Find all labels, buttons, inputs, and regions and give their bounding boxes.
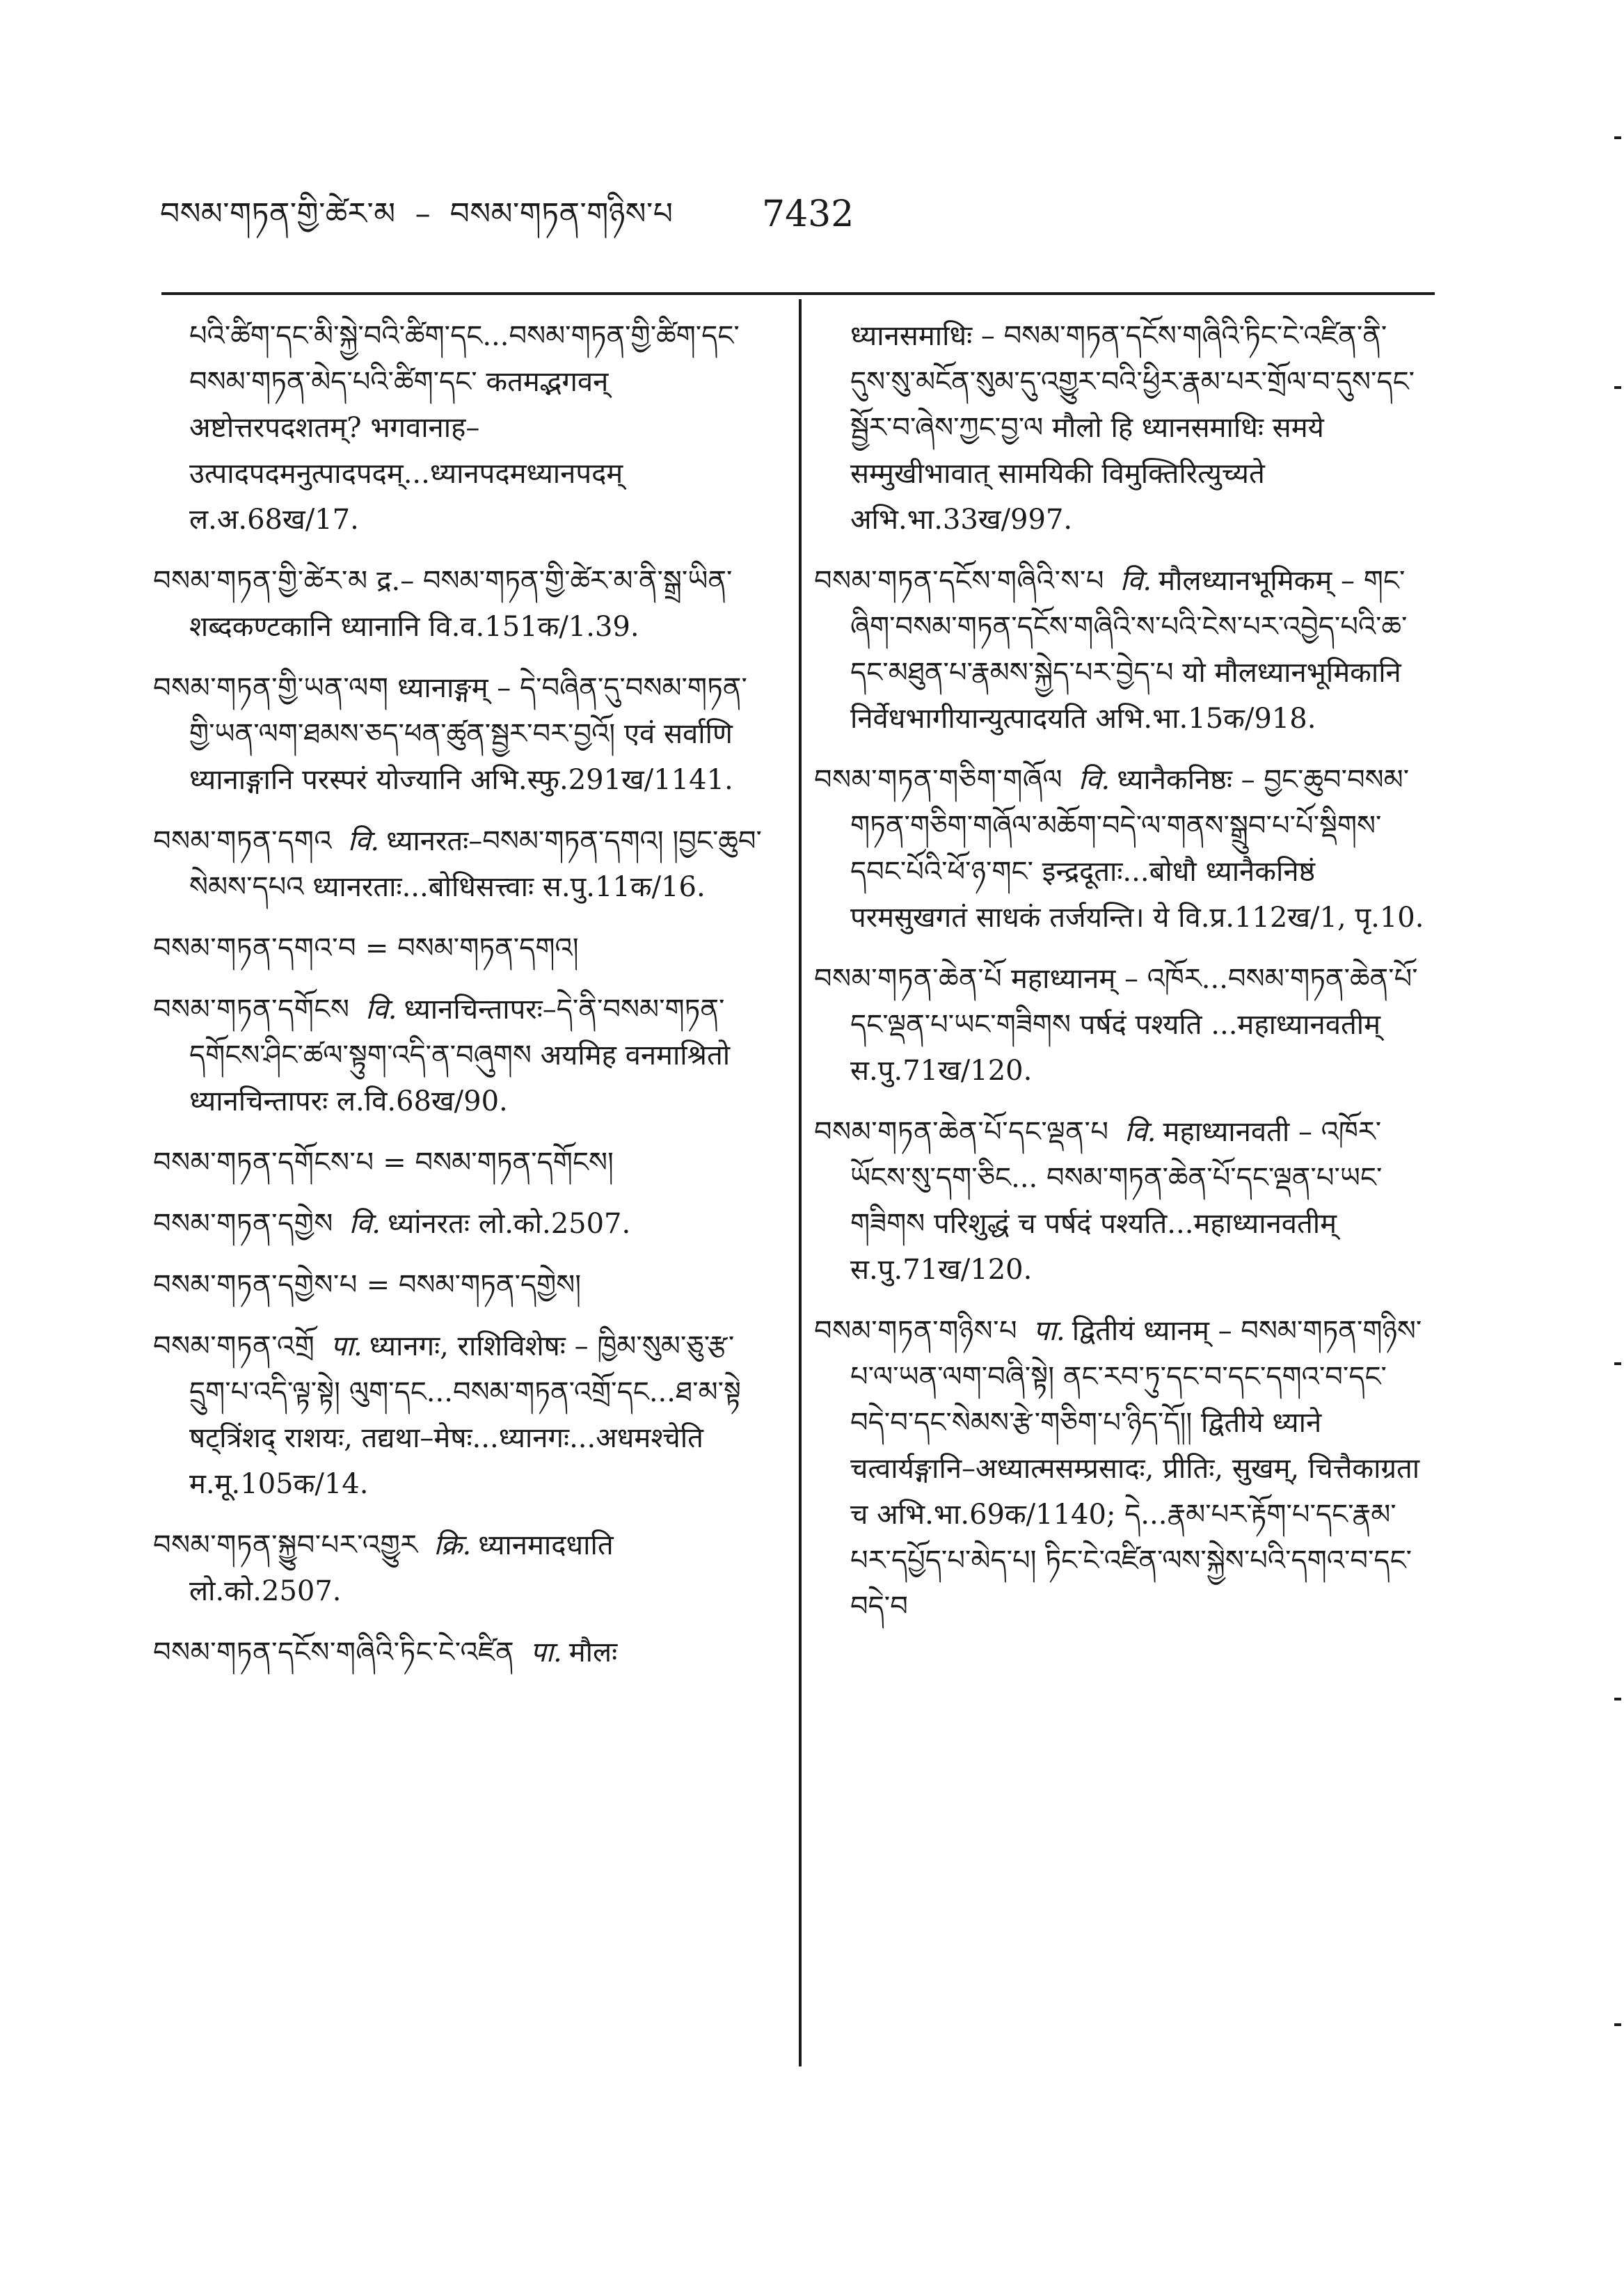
entry-text: ध्यानगः, राशिविशेषः – ཁྱིམ་སུམ་ཅུ་རྩ་དྲུག་པ་འདི་ལྟ་སྟེ། ལུག་དང...བསམ་གཏན་འགྲོ་དང...ཐ་མ་སྟེ षट्त्रिंशद् राशयः, तद्यथा–मेषः...ध्यानगः...अधमश्चेति म.मू.105क/14. [189,1330,742,1500]
entry-text: महाध्यानवती – འཁོར་ཡོངས་སུ་དག་ཅིང... བསམ་གཏན་ཆེན་པོ་དང་ལྡན་པ་ཡང་གཟིགས परिशुद्धं च पर्षदं पश्यति...महाध्यानवतीम् स.पु.71ख/120. [850,1116,1383,1286]
dictionary-entry [153,1201,765,1247]
dictionary-entry [153,987,765,1124]
entry-headword: བསམ་གཏན་དགྱེས་པ [153,1269,358,1301]
running-head [160,186,995,242]
entry-headword: བསམ་གཏན་དགོངས་པ [153,1147,374,1179]
entry-text: = བསམ་གཏན་དགྱེས། [366,1269,582,1301]
entry-text: महाध्यानम् – འཁོར...བསམ་གཏན་ཆེན་པོ་དང་ལྡན་པ་ཡང་གཟིགས पर्षदं पश्यति ...महाध्यानवतीम् स.पु.71ख/120. [850,963,1418,1087]
grammar-label: पा. [530,1636,562,1668]
entry-headword: བསམ་གཏན་དངོས་གཞིའི་ས་པ [814,565,1105,597]
entry-headword: བསམ་གཏན་གྱི་ཚེར་མ [153,565,368,597]
page-number: 7432 [762,193,854,235]
entry-text: པའི་ཚིག་དང་མི་སྐྱེ་བའི་ཚིག་དང...བསམ་གཏན་གྱི་ཚིག་དང་བསམ་གཏན་མེད་པའི་ཚིག་དང་ कतमद्भगवन् अष्टोत्तरपदशतम्? भगवानाह–उत्पादपदमनुत्पादपदम्...ध्यानपदमध्यानपदम् ल.अ.68ख/17. [189,320,740,536]
entry-text: ध्यानाङ्गम् – དེ་བཞིན་དུ་བསམ་གཏན་གྱི་ཡན་ལག་ཐམས་ཅད་ཕན་ཚུན་སྦྱར་བར་བྱའོ། एवं सर्वाणि ध्यानाङ्गानि परस्परं योज्यानि अभि.स्फु.291ख/1141. [189,672,747,796]
entry-headword: བསམ་གཏན་གཅིག་གཞོལ [814,764,1063,796]
running-head-first-word: བསམ་གཏན་གྱི་ཚེར་མ [160,196,396,232]
entry-text: ध्यानसमाधिः – བསམ་གཏན་དངོས་གཞིའི་ཏིང་ངེ་འཛིན་ནི་དུས་སུ་མངོན་སུམ་དུ་འགྱུར་བའི་ཕྱིར་རྣམ་པར་གྲོལ་བ་དུས་དང་སྦྱོར་བ་ཞེས་ཀྱང་བྱ་ལ मौलो हि ध्यानसमाधिः समये सम्मुखीभावात् सामयिकी विमुक्तिरित्युच्यते अभि.भा.33ख/997. [850,320,1415,536]
continued-entry [814,313,1426,543]
dictionary-entry [153,665,765,803]
dictionary-entry [153,1262,765,1308]
left-column [153,313,765,1691]
column-divider [799,299,802,2066]
entry-text: ध्यानमादधाति लो.को.2507. [189,1529,614,1607]
entry-headword: བསམ་གཏན་ཆེན་པོ་དང་ལྡན་པ [814,1116,1109,1148]
grammar-label: वि. [347,825,380,857]
dictionary-entry [814,558,1426,742]
entry-headword: བསམ་གཏན་སྐྱུབ་པར་འགྱུར [153,1529,418,1561]
dictionary-entry [153,925,765,971]
grammar-label: वि. [1124,1116,1156,1148]
entry-headword: བསམ་གཏན་དགའ [153,825,333,857]
margin-mark [1614,2023,1621,2026]
margin-mark [1614,1362,1621,1365]
entry-headword: བསམ་གཏན་དགོངས [153,994,350,1026]
entry-headword: བསམ་གཏན་དགྱེས [153,1208,333,1240]
entry-text: मौलध्यानभूमिकम् – གང་ཞིག་བསམ་གཏན་དངོས་གཞིའི་ས་པའི་ངེས་པར་འབྱེད་པའི་ཆ་དང་མཐུན་པ་རྣམས་སྐྱེད་པར་བྱེད་པ यो मौलध्यानभूमिकानि निर्वेधभागीयान्युत्पादयति अभि.भा.15क/918. [850,565,1408,735]
dictionary-entry [814,956,1426,1094]
entry-headword: བསམ་གཏན་འགྲོ [153,1330,315,1362]
grammar-label: पा. [1033,1315,1065,1347]
dictionary-entry [153,558,765,650]
entry-text: ध्यानचिन्तापरः–དེ་ནི་བསམ་གཏན་དགོངས་ཤིང་ཚལ་སྟུག་འདི་ན་བཞུགས अयमिह वनमाश्रितो ध्यानचिन्तापरः ल.वि.68ख/90. [189,994,731,1117]
margin-mark [1614,386,1621,389]
running-head-dash: – [415,196,431,232]
right-column [814,313,1426,1645]
dictionary-entry [153,818,765,910]
grammar-label: क्रि. [433,1529,472,1561]
dictionary-entry [814,1109,1426,1293]
dictionary-entry [814,757,1426,941]
dictionary-entry [153,1629,765,1675]
grammar-label: पा. [330,1330,363,1362]
entry-text: = བསམ་གཏན་དགའ། [365,932,579,964]
dictionary-entry [153,1323,765,1507]
entry-text: द्र.– བསམ་གཏན་གྱི་ཚེར་མ་ནི་སྒྲ་ཡིན་ शब्दकण्टकानि ध्यानानि वि.व.151क/1.39. [189,565,733,643]
margin-mark [1614,136,1621,139]
entry-text: ध्यांनरतः लो.को.2507. [387,1208,631,1240]
dictionary-entry [814,1308,1426,1629]
entry-headword: བསམ་གཏན་ཆེན་པོ [814,963,1003,995]
grammar-label: वि. [1120,565,1152,597]
grammar-label: वि. [365,994,397,1026]
margin-mark [1614,1698,1621,1700]
header-rule [161,292,1435,295]
entry-headword: བསམ་གཏན་དངོས་གཞིའི་ཏིང་ངེ་འཛིན [153,1636,515,1668]
dictionary-entry [153,1522,765,1614]
running-head-last-word: བསམ་གཏན་གཉིས་པ [449,196,674,232]
grammar-label: वि. [349,1208,381,1240]
entry-text: = བསམ་གཏན་དགོངས། [383,1147,614,1179]
entry-text: मौलः [568,1636,618,1668]
entry-headword: བསམ་གཏན་དགའ་བ [153,932,357,964]
entry-text: द्वितीयं ध्यानम् – བསམ་གཏན་གཉིས་པ་ལ་ཡན་ལག་བཞི་སྟེ། ནང་རབ་ཏུ་དང་བ་དང་དགའ་བ་དང་བདེ་བ་དང་སེམས་རྩེ་གཅིག་པ་ཉིད་དོ།། द्वितीये ध्याने चत्वार्यङ्गानि–अध्यात्मसम्प्रसादः, प्रीतिः, सुखम्, चित्तैकाग्रता च अभि.भा.69क/1140; དེ...རྣམ་པར་རྟོག་པ་དང་རྣམ་པར་དཔྱོད་པ་མེད་པ། ཏིང་ངེ་འཛིན་ལས་སྐྱེས་པའི་དགའ་བ་དང་བདེ་བ [850,1315,1422,1623]
entry-text: ध्यानैकनिष्ठः – བྱང་ཆུབ་བསམ་གཏན་གཅིག་གཞོལ་མཆོག་བདེ་ལ་གནས་སྒྲུབ་པ་པོ་སྡིགས་དབང་པོའི་ཕོ་ཉ་གང་ इन्द्रदूताः...बोधौ ध्यानैकनिष्ठं परमसुखगतं साधकं तर्जयन्ति। ये वि.प्र.112ख/1, पृ.10. [850,764,1424,934]
grammar-label: वि. [1078,764,1110,796]
entry-headword: བསམ་གཏན་གྱི་ཡན་ལག [153,672,389,704]
dictionary-entry [153,1140,765,1186]
continued-entry [153,313,765,543]
entry-text: ध्यानरतः–བསམ་གཏན་དགའ། །བྱང་ཆུབ་སེམས་དཔའ ध्यानरताः...बोधिसत्त्वाः स.पु.11क/16. [189,825,762,903]
entry-headword: བསམ་གཏན་གཉིས་པ [814,1315,1018,1347]
